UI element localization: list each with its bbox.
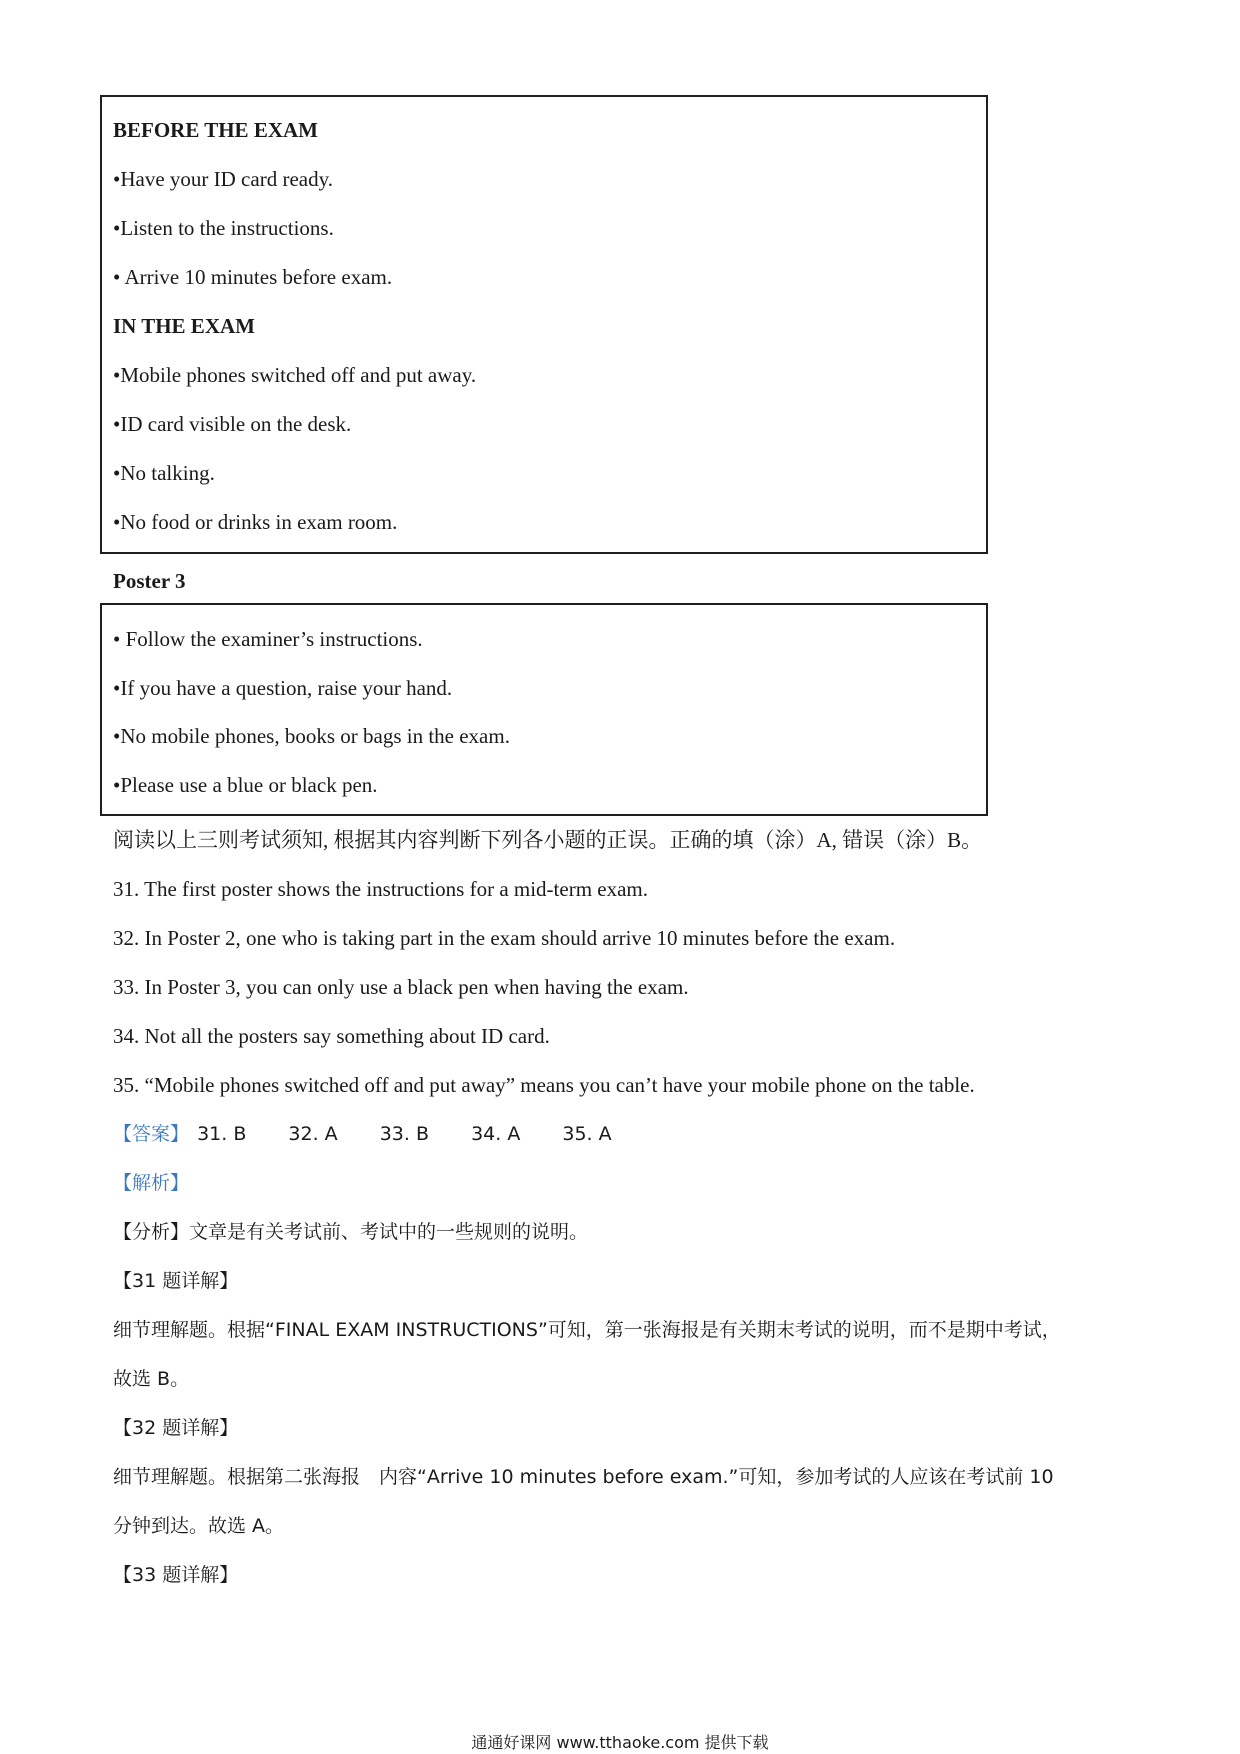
analysis-summary: 【分析】文章是有关考试前、考试中的一些规则的说明。 xyxy=(113,1221,589,1243)
poster-3-item: • Follow the examiner’s instructions. xyxy=(113,627,423,651)
question-32: 32. In Poster 2, one who is taking part in the exam should arrive 10 minutes before the exam. xyxy=(113,926,896,950)
before-exam-heading: BEFORE THE EXAM xyxy=(113,118,318,142)
poster-2-item: • Arrive 10 minutes before exam. xyxy=(113,265,393,289)
answer-item: 35. A xyxy=(562,1123,612,1145)
answer-label: 【答案】 xyxy=(113,1123,190,1145)
poster-2-item: •Listen to the instructions. xyxy=(113,216,334,240)
poster-3-item: •Please use a blue or black pen. xyxy=(113,773,378,797)
question-33: 33. In Poster 3, you can only use a black pen when having the exam. xyxy=(113,975,689,999)
answer-row xyxy=(113,1121,648,1147)
poster-2-item: •No talking. xyxy=(113,461,215,485)
poster-3-item: •If you have a question, raise your hand. xyxy=(113,676,453,700)
answer-item: 33. B xyxy=(379,1123,430,1145)
detail-33-label: 【33 题详解】 xyxy=(113,1564,239,1586)
instruction-text: 阅读以上三则考试须知, 根据其内容判断下列各小题的正误。正确的填（涂）A, 错误（涂）B。 xyxy=(113,828,983,852)
poster-3-title: Poster 3 xyxy=(113,569,186,593)
answer-item: 32. A xyxy=(288,1123,338,1145)
detail-32-text: 分钟到达。故选 A。 xyxy=(113,1515,285,1537)
answer-item: 34. A xyxy=(471,1123,521,1145)
question-31: 31. The first poster shows the instructions for a mid-term exam. xyxy=(113,877,649,901)
analysis-label: 【解析】 xyxy=(113,1172,190,1194)
detail-32-label: 【32 题详解】 xyxy=(113,1417,239,1439)
in-exam-heading: IN THE EXAM xyxy=(113,314,255,338)
poster-3-item: •No mobile phones, books or bags in the exam. xyxy=(113,724,510,748)
question-35: 35. “Mobile phones switched off and put away” means you can’t have your mobile phone on the table. xyxy=(113,1073,975,1097)
question-34: 34. Not all the posters say something about ID card. xyxy=(113,1024,550,1048)
poster-2-item: •Have your ID card ready. xyxy=(113,167,333,191)
poster-2-item: •No food or drinks in exam room. xyxy=(113,510,398,534)
poster-2-item: •ID card visible on the desk. xyxy=(113,412,352,436)
detail-31-text: 故选 B。 xyxy=(113,1368,190,1390)
answer-item: 31. B xyxy=(197,1123,247,1145)
page-footer: 通通好课网 www.tthaoke.com 提供下载 xyxy=(471,1733,769,1752)
detail-31-text: 细节理解题。根据“FINAL EXAM INSTRUCTIONS”可知，第一张海报是有关期末考试的说明，而不是期中考试， xyxy=(113,1319,1061,1341)
detail-31-label: 【31 题详解】 xyxy=(113,1270,239,1292)
detail-32-text: 细节理解题。根据第二张海报 内容“Arrive 10 minutes before exam.”可知，参加考试的人应该在考试前 10 xyxy=(113,1466,1054,1488)
poster-2-item: •Mobile phones switched off and put away. xyxy=(113,363,477,387)
